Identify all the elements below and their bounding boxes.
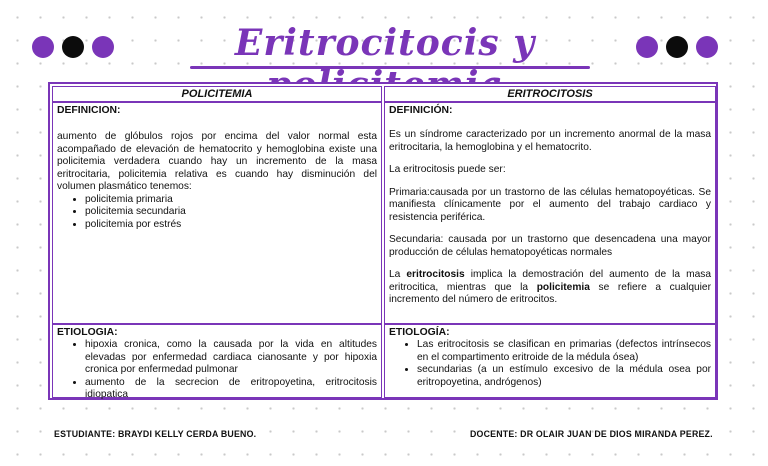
eritrocitosis-paragraph-1: Es un síndrome caracterizado por un incremento anormal de la masa eritrocitaria, la hemoglobina y el hematocrito.: [389, 129, 711, 153]
decorative-dots-right: [636, 36, 718, 58]
text-run: se refiere a cualquier incremento del número de eritrocitos.: [389, 281, 711, 305]
eritrocitosis-paragraph-5: [389, 269, 711, 307]
text-run: La: [389, 269, 407, 280]
purple-dot-icon: [32, 36, 54, 58]
policitemia-etiology-cell: [52, 324, 382, 398]
black-dot-icon: [62, 36, 84, 58]
list-item: • hipoxia cronica, como la causada por la vida en altitudes elevadas por enfermedad cardiaca cianosante y por hipoxia cronica por enfermedad pulmonar: [85, 339, 377, 377]
policitemia-etiology-list: [57, 339, 377, 402]
page-title: Eritrocitocis y: [234, 22, 536, 64]
purple-dot-icon: [696, 36, 718, 58]
eritrocitosis-etiology-cell: [384, 324, 716, 398]
decorative-dots-left: [32, 36, 114, 58]
list-item: • aumento de la secrecion de eritropoyetina, eritrocitosis idiopatica: [85, 377, 377, 402]
title-row: [0, 18, 768, 76]
bold-term-policitemia: policitemia: [536, 281, 590, 293]
text-run: implica la demostración del aumento de la masa eritrocitica, mientras que la: [389, 269, 712, 293]
eritrocitosis-paragraph-2: La eritrocitosis puede ser:: [389, 164, 506, 175]
eritrocitosis-definition-cell: [384, 102, 716, 324]
policitemia-definition-text: aumento de glóbulos rojos por encima del valor normal esta acompañado de elevación de hematocrito y hemoglobina existe una policitemia verdadera cuando hay un incremento de la masa eritrocitaria, policitemia relativa es cuando hay disminución del volumen plasmático tenemos:: [57, 131, 377, 192]
column-header-policitemia: POLICITEMIA: [52, 86, 382, 102]
eritrocitosis-etiology-heading: ETIOLOGÍA:: [389, 327, 450, 338]
list-item: • policitemia por estrés: [85, 219, 377, 232]
list-item: • policitemia primaria: [85, 194, 377, 207]
black-dot-icon: [666, 36, 688, 58]
list-item: • Las eritrocitosis se clasifican en primarias (defectos intrínsecos en el compartimento eritroide de la médula ósea): [417, 339, 711, 364]
policitemia-definition-heading: DEFINICION:: [57, 105, 121, 116]
list-item: • secundarias (a un estímulo excesivo de la médula osea por eritropoyetina, andrógenos): [417, 364, 711, 389]
title-underline: [190, 66, 590, 69]
teacher-name: DOCENTE: DR OLAIR JUAN DE DIOS MIRANDA PEREZ.: [470, 429, 713, 439]
student-name: ESTUDIANTE: BRAYDI KELLY CERDA BUENO.: [54, 429, 257, 439]
comparison-table: [48, 82, 718, 400]
policitemia-etiology-heading: ETIOLOGIA:: [57, 327, 118, 338]
policitemia-definition-cell: [52, 102, 382, 324]
eritrocitosis-paragraph-4: Secundaria: causada por un trastorno que desencadena una mayor producción de células hematopoyéticas normales: [389, 234, 711, 258]
eritrocitosis-etiology-list: [389, 339, 711, 389]
eritrocitosis-paragraph-3: Primaria:causada por un trastorno de las células hematopoyéticas. Se manifiesta clínicamente por el aumento del trabajo cardiaco y resistencia periférica.: [389, 186, 711, 223]
eritrocitosis-definition-heading: DEFINICIÓN:: [389, 105, 453, 116]
bold-term-eritrocitosis: eritrocitosis: [406, 269, 465, 280]
column-header-eritrocitosis: ERITROCITOSIS: [384, 86, 716, 102]
list-item: • policitemia secundaria: [85, 206, 377, 219]
purple-dot-icon: [92, 36, 114, 58]
policitemia-types-list: [57, 194, 377, 232]
purple-dot-icon: [636, 36, 658, 58]
